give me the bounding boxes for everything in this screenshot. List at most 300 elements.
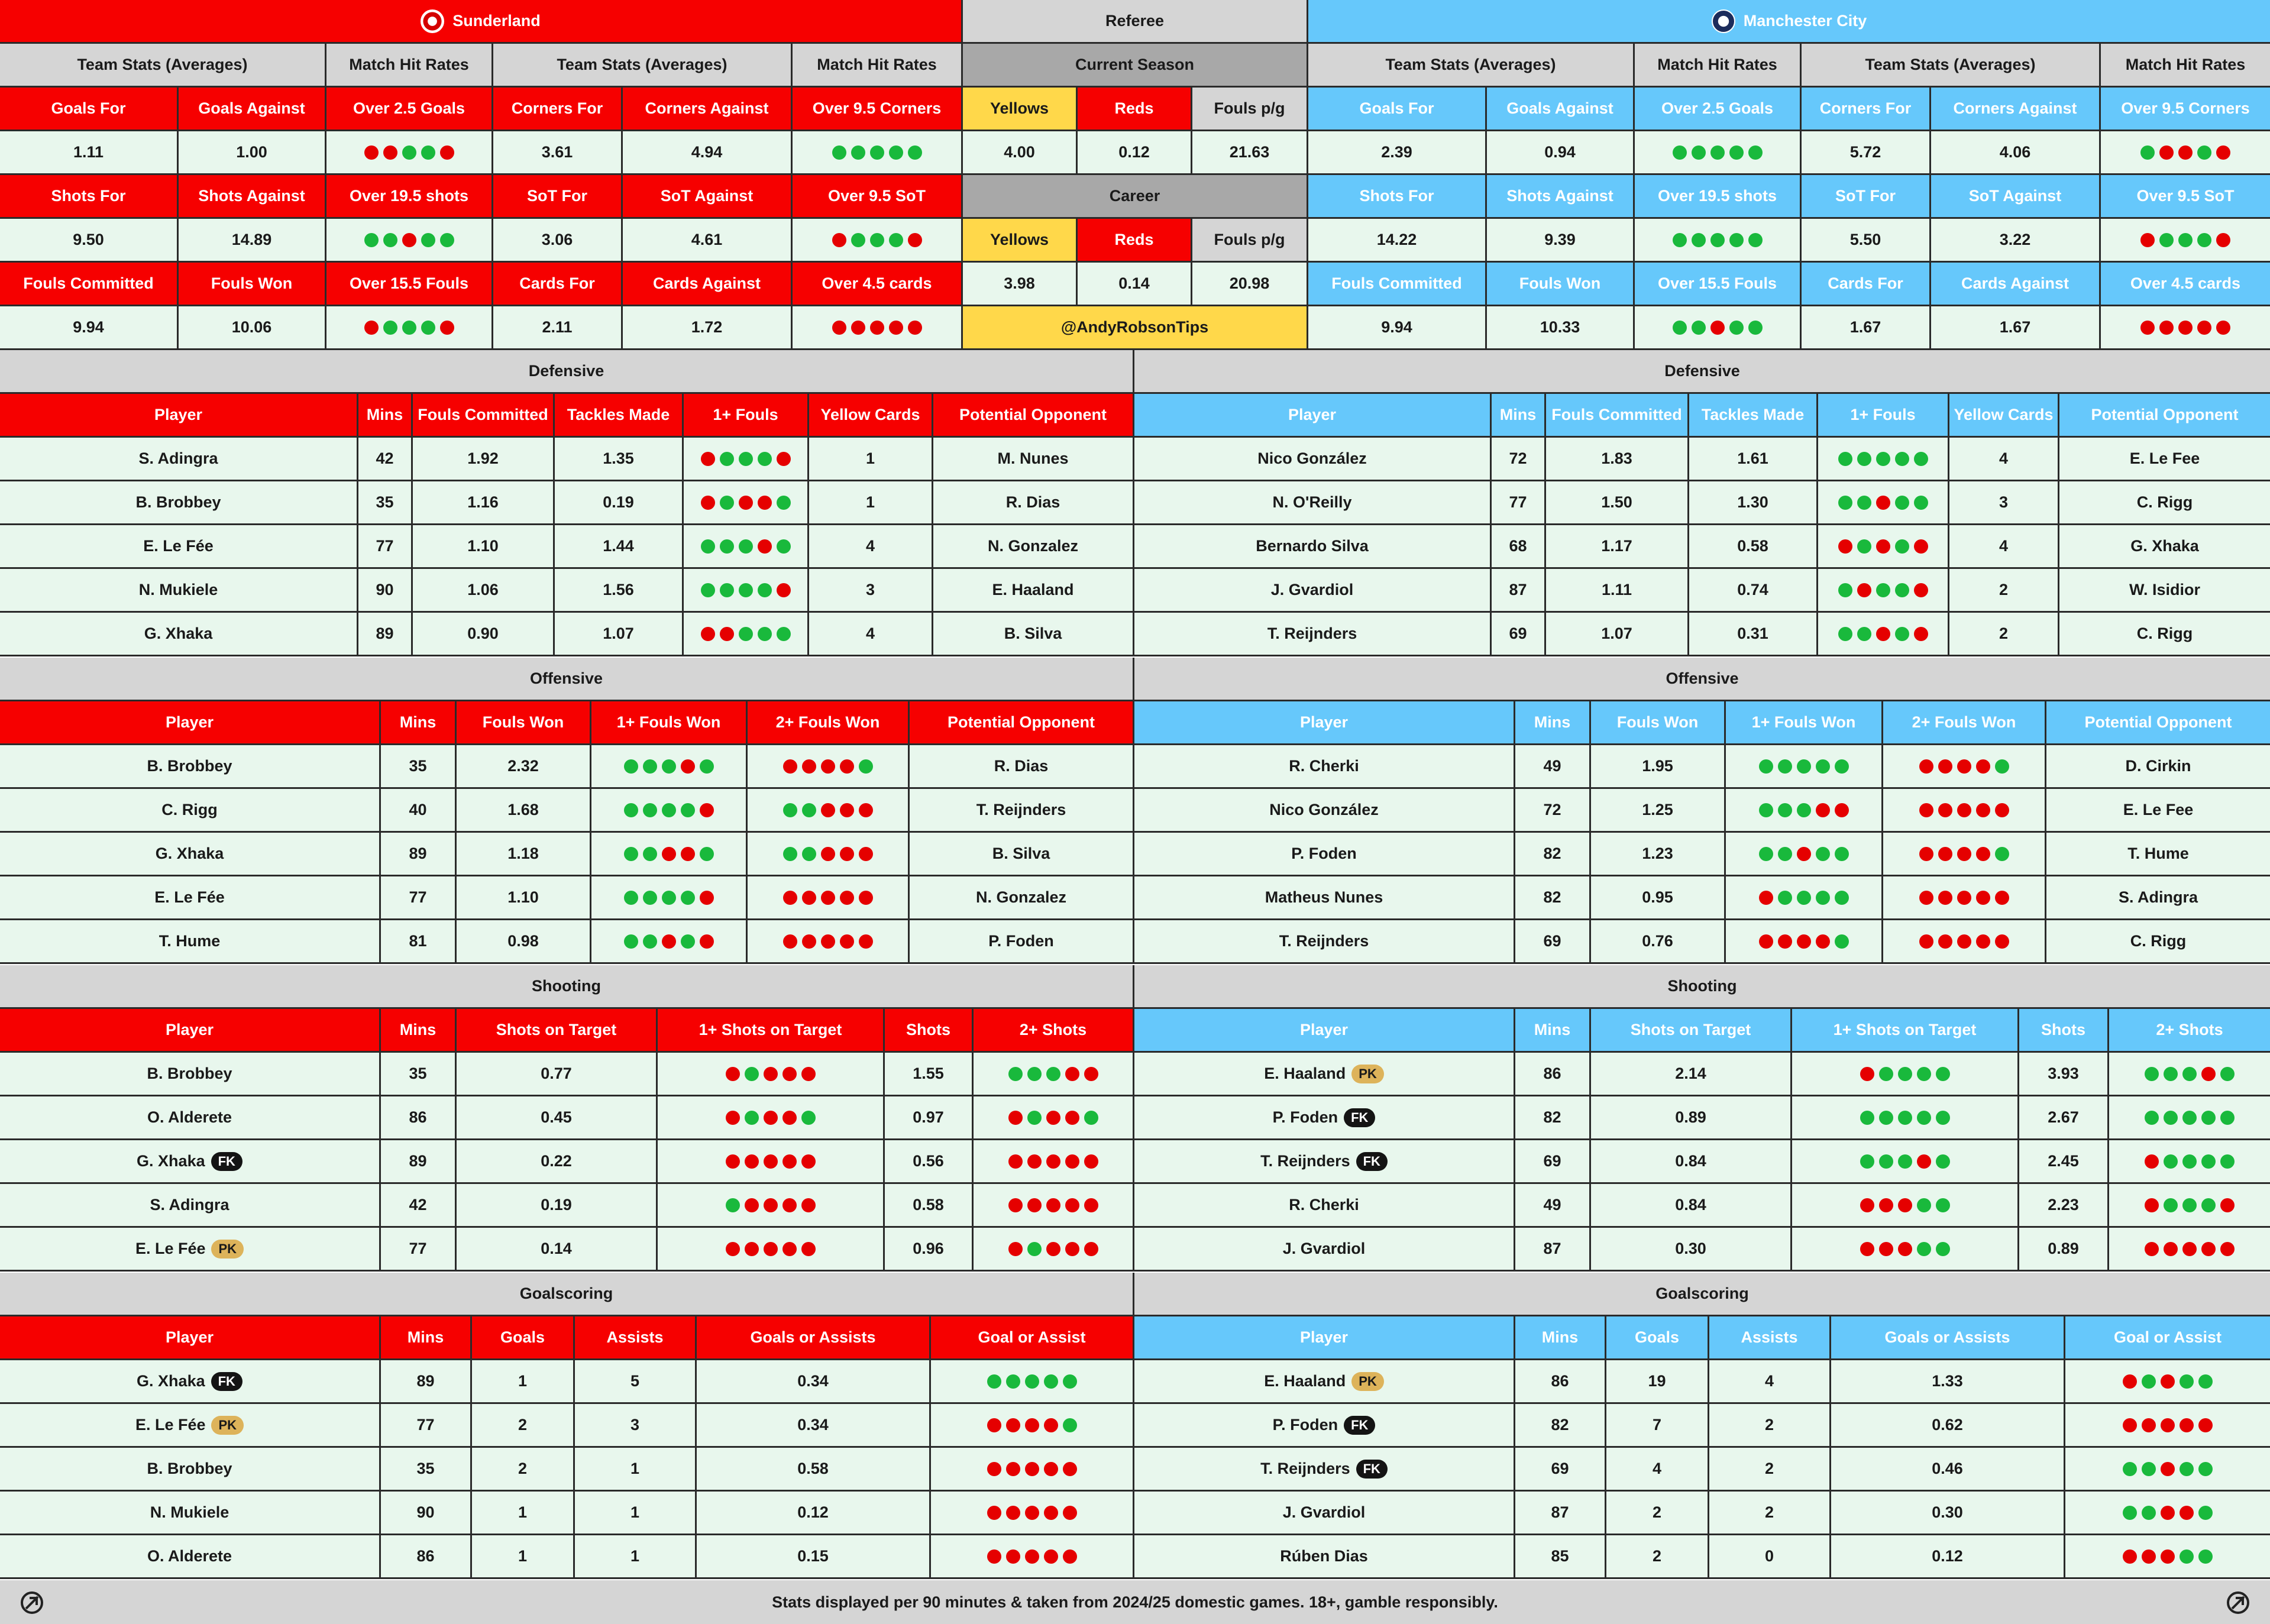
player-stat (1792, 1228, 2019, 1272)
hit-rate-dots (987, 1549, 1077, 1564)
hit-dot-red (1816, 934, 1830, 949)
section-title: Shooting (1134, 965, 2270, 1009)
column-header: Mins (1492, 394, 1546, 438)
hit-dot-green (859, 759, 873, 774)
hit-dot-green (1857, 496, 1871, 510)
player-stat (974, 1184, 1134, 1228)
column-header: Mins (1515, 1316, 1606, 1360)
column-header: Player (0, 394, 358, 438)
player-stat: 1.92 (413, 438, 555, 481)
hit-dot-red (1938, 891, 1952, 905)
team-stats-section-header: Match Hit Rates (2101, 44, 2270, 88)
table-row (0, 525, 2270, 569)
player-name: Nico González (1134, 789, 1515, 833)
hit-dot-red (987, 1418, 1001, 1432)
team-stat-value: 5.50 (1802, 219, 1931, 263)
player-stat (1883, 920, 2046, 964)
player-stat: G. Xhaka (2059, 525, 2270, 569)
hit-dot-green (1860, 1154, 1874, 1169)
player-name-text: B. Brobbey (147, 1460, 232, 1477)
hit-dot-red (2159, 321, 2174, 335)
player-name: R. Cherki (1134, 745, 1515, 789)
hit-dot-green (2198, 1506, 2213, 1520)
team-stat-label: Over 9.5 SoT (2101, 175, 2270, 219)
table-row (0, 1492, 2270, 1535)
table-row (0, 350, 2270, 394)
hit-dot-green (2140, 145, 2155, 160)
hit-dot-red (726, 1111, 740, 1125)
player-stat: 77 (1492, 481, 1546, 525)
table-row (0, 1228, 2270, 1272)
column-header: Assists (1709, 1316, 1831, 1360)
team-stat-label: Over 15.5 Fouls (326, 263, 493, 306)
hit-dot-green (2180, 1549, 2194, 1564)
team-stat-label: Shots Against (179, 175, 326, 219)
team-stat-label: Over 2.5 Goals (326, 88, 493, 131)
player-stat: 0.84 (1591, 1140, 1792, 1184)
hit-dot-red (1044, 1462, 1058, 1476)
hit-dot-red (1914, 539, 1928, 554)
team-stat-value: 1.11 (0, 131, 179, 175)
table-row (0, 1273, 2270, 1316)
hit-dot-green (421, 145, 435, 160)
hit-dot-green (2201, 1198, 2216, 1212)
hit-dot-red (2178, 145, 2193, 160)
player-stat: 81 (381, 920, 457, 964)
hit-dot-red (821, 847, 835, 861)
hit-dot-red (1778, 934, 1792, 949)
player-name (0, 1228, 381, 1272)
player-stat: N. Gonzalez (933, 525, 1134, 569)
hit-dot-green (1895, 627, 1909, 641)
hit-dot-green (801, 1111, 816, 1125)
column-header: Goals (1606, 1316, 1709, 1360)
column-header: 1+ Fouls Won (591, 701, 748, 745)
hit-dot-red (777, 583, 791, 597)
player-stat: 89 (358, 613, 413, 656)
hit-dot-red (745, 1198, 759, 1212)
hit-dot-green (1876, 583, 1890, 597)
hit-rate-dots (1860, 1242, 1950, 1256)
hit-dot-green (889, 145, 903, 160)
player-name: Matheus Nunes (1134, 876, 1515, 920)
team-stat-label: Shots For (1308, 175, 1487, 219)
hit-dot-red (802, 934, 816, 949)
hit-dot-green (1898, 1067, 1912, 1081)
hit-dot-green (1748, 145, 1763, 160)
hit-dot-red (2201, 1067, 2216, 1081)
column-header: Player (0, 1316, 381, 1360)
hit-rate-dots (1759, 847, 1849, 861)
team-stat-value: 0.94 (1487, 131, 1635, 175)
hit-rate-dots (701, 496, 791, 510)
hit-rate-dots (2123, 1506, 2213, 1520)
hit-dot-green (624, 891, 638, 905)
player-stat: D. Cirkin (2046, 745, 2270, 789)
hit-dot-red (832, 233, 846, 247)
column-header: Mins (381, 701, 457, 745)
player-stat: 1 (575, 1492, 697, 1535)
player-stat (684, 481, 809, 525)
column-header: Goal or Assist (2065, 1316, 2270, 1360)
hit-dot-red (2161, 1418, 2175, 1432)
player-stat: 1.55 (885, 1053, 974, 1096)
hit-dot-red (2182, 1242, 2197, 1256)
team-stat-value: 10.33 (1487, 306, 1635, 350)
player-name: T. Hume (0, 920, 381, 964)
hit-dot-green (802, 803, 816, 817)
player-name-text: T. Reijnders (1260, 1460, 1350, 1477)
table-row (0, 44, 2270, 88)
column-header: 1+ Fouls (684, 394, 809, 438)
player-stat (684, 438, 809, 481)
player-stat: 1.23 (1591, 833, 1726, 876)
hit-rate-dots (1838, 496, 1928, 510)
hit-dot-green (1778, 759, 1792, 774)
hit-dot-green (1917, 1111, 1931, 1125)
hit-rate-dots (987, 1506, 1077, 1520)
player-stat: 2 (472, 1404, 575, 1448)
referee-current-value: 0.12 (1078, 131, 1192, 175)
table-row (0, 789, 2270, 833)
hit-dot-green (2142, 1506, 2156, 1520)
player-stat: 35 (358, 481, 413, 525)
player-stat (1818, 525, 1949, 569)
team-stat-label: Fouls Won (1487, 263, 1635, 306)
hit-dot-green (1860, 1111, 1874, 1125)
hit-dot-red (1938, 803, 1952, 817)
hit-dot-red (1898, 1242, 1912, 1256)
hit-rate-dots (1838, 583, 1928, 597)
team-stat-label: Over 9.5 Corners (2101, 88, 2270, 131)
hit-dot-red (1995, 891, 2009, 905)
hit-dot-green (758, 452, 772, 466)
hit-dot-red (908, 233, 922, 247)
hit-dot-red (1919, 934, 1933, 949)
player-name-text: O. Alderete (147, 1547, 232, 1565)
hit-dot-red (782, 1198, 797, 1212)
hit-dot-red (1816, 803, 1830, 817)
table-row (0, 263, 2270, 306)
column-header: Yellow Cards (1949, 394, 2059, 438)
hit-rate-dots (1919, 891, 2009, 905)
hit-dot-red (821, 759, 835, 774)
column-header: 1+ Fouls (1818, 394, 1949, 438)
hit-dot-green (1838, 627, 1852, 641)
hit-rate-dots (726, 1242, 816, 1256)
table-row (0, 1535, 2270, 1579)
player-stat: 1.30 (1689, 481, 1818, 525)
hit-dot-red (739, 496, 753, 510)
player-stat: R. Dias (933, 481, 1134, 525)
player-stat (931, 1535, 1134, 1579)
hit-dot-red (764, 1067, 778, 1081)
player-stat (2065, 1404, 2270, 1448)
player-stat (2109, 1228, 2270, 1272)
hit-dot-red (1044, 1506, 1058, 1520)
column-header: Player (1134, 701, 1515, 745)
player-stat: 2 (472, 1448, 575, 1492)
player-stat (1883, 876, 2046, 920)
hit-rate-dots (624, 891, 714, 905)
player-stat (684, 569, 809, 613)
player-stat: 35 (381, 1053, 457, 1096)
hit-dot-green (440, 233, 454, 247)
hit-dot-red (1063, 1506, 1077, 1520)
hit-dot-red (764, 1242, 778, 1256)
hit-dot-red (821, 891, 835, 905)
hit-dot-red (1957, 803, 1971, 817)
player-stat: 1 (472, 1492, 575, 1535)
hit-dot-red (859, 891, 873, 905)
hit-dot-red (987, 1549, 1001, 1564)
fk-taker-badge: FK (211, 1372, 242, 1391)
referee-header: Referee (963, 0, 1308, 44)
hit-dot-green (2180, 1374, 2194, 1389)
hit-dot-red (802, 759, 816, 774)
player-stat (658, 1053, 885, 1096)
player-name (1134, 1053, 1515, 1096)
hit-dot-red (2140, 321, 2155, 335)
hit-rate-dots (726, 1067, 816, 1081)
table-row (0, 1096, 2270, 1140)
hit-dot-green (2201, 1111, 2216, 1125)
player-stat: 1.61 (1689, 438, 1818, 481)
column-header: Shots on Target (1591, 1009, 1792, 1053)
career-header: Career (963, 175, 1308, 219)
hit-dot-red (764, 1154, 778, 1169)
player-stat: 1.10 (457, 876, 591, 920)
team-stat-label: Cards Against (1931, 263, 2101, 306)
player-stat (974, 1053, 1134, 1096)
column-header: Shots on Target (457, 1009, 658, 1053)
referee-col-2: Fouls p/g (1192, 219, 1308, 263)
referee-col-0: Yellows (963, 88, 1078, 131)
team-stat-label: Corners For (1802, 88, 1931, 131)
player-name: J. Gvardiol (1134, 569, 1492, 613)
hit-dot-green (777, 496, 791, 510)
hit-dot-green (383, 233, 397, 247)
table-row (0, 745, 2270, 789)
hit-dot-green (1063, 1374, 1077, 1389)
away-team-header (1308, 0, 2270, 44)
hit-dot-red (1006, 1506, 1020, 1520)
player-name-text: P. Foden (1272, 1416, 1338, 1434)
hit-dot-green (2142, 1462, 2156, 1476)
hit-dot-red (2178, 321, 2193, 335)
hit-dot-green (2198, 1374, 2213, 1389)
hit-dot-red (1860, 1067, 1874, 1081)
hit-dot-green (1895, 539, 1909, 554)
player-stat: C. Rigg (2059, 613, 2270, 656)
team-stat-value (326, 219, 493, 263)
hit-dot-green (700, 759, 714, 774)
hit-dot-red (1046, 1111, 1060, 1125)
player-stat: 90 (381, 1492, 472, 1535)
player-name-text: T. Reijnders (1260, 1152, 1350, 1170)
hit-dot-green (402, 321, 416, 335)
player-stat: 2 (1709, 1492, 1831, 1535)
hit-rate-dots (624, 759, 714, 774)
table-row (0, 1009, 2270, 1053)
section-title: Defensive (1134, 350, 2270, 394)
team-stat-label: Cards For (493, 263, 623, 306)
hit-dot-green (1936, 1198, 1950, 1212)
hit-dot-green (1838, 452, 1852, 466)
player-stat: 35 (381, 1448, 472, 1492)
player-name (1134, 1404, 1515, 1448)
hit-dot-green (987, 1374, 1001, 1389)
player-stat (591, 745, 748, 789)
player-name: Nico González (1134, 438, 1492, 481)
player-stat (1883, 745, 2046, 789)
hit-dot-red (758, 496, 772, 510)
section-title: Goalscoring (0, 1273, 1134, 1316)
column-header: 1+ Fouls Won (1726, 701, 1883, 745)
hit-dot-green (624, 759, 638, 774)
hit-dot-green (1816, 891, 1830, 905)
hit-rate-dots (832, 321, 922, 335)
hit-dot-green (1729, 321, 1744, 335)
player-name (1134, 1140, 1515, 1184)
hit-dot-green (1748, 233, 1763, 247)
player-stat (748, 789, 910, 833)
hit-dot-green (1729, 145, 1744, 160)
hit-dot-red (1025, 1506, 1039, 1520)
hit-dot-red (1006, 1462, 1020, 1476)
team-stat-label: Cards For (1802, 263, 1931, 306)
column-header: Mins (1515, 701, 1591, 745)
player-stat: 0.74 (1689, 569, 1818, 613)
team-stat-value (2101, 306, 2270, 350)
hit-dot-red (2161, 1374, 2175, 1389)
hit-rate-dots (2123, 1374, 2213, 1389)
hit-dot-green (739, 583, 753, 597)
hit-rate-dots (701, 452, 791, 466)
hit-dot-green (1006, 1374, 1020, 1389)
player-stat (931, 1448, 1134, 1492)
team-stat-label: Corners Against (623, 88, 793, 131)
hit-dot-red (2220, 1198, 2235, 1212)
team-stat-value (793, 131, 963, 175)
player-stat (658, 1228, 885, 1272)
hit-dot-red (1065, 1154, 1079, 1169)
hit-dot-green (1797, 803, 1811, 817)
team-stat-value (326, 306, 493, 350)
table-row (0, 613, 2270, 656)
hit-dot-red (2142, 1549, 2156, 1564)
hit-dot-green (720, 539, 734, 554)
hit-dot-green (1835, 759, 1849, 774)
player-stat: 69 (1515, 920, 1591, 964)
hit-dot-red (1860, 1198, 1874, 1212)
hit-dot-green (1797, 891, 1811, 905)
player-stat: 0.19 (457, 1184, 658, 1228)
hit-dot-red (2180, 1418, 2194, 1432)
hit-dot-red (1084, 1242, 1098, 1256)
player-stat: 77 (381, 1404, 472, 1448)
table-row (0, 306, 2270, 350)
player-stat: 86 (381, 1535, 472, 1579)
team-stat-label: Goals Against (1487, 88, 1635, 131)
hit-dot-red (402, 233, 416, 247)
hit-dot-red (987, 1506, 1001, 1520)
hit-dot-red (1759, 934, 1773, 949)
man-city-crest-icon (1712, 9, 1735, 33)
hit-dot-red (2161, 1506, 2175, 1520)
hit-dot-green (1063, 1418, 1077, 1432)
hit-dot-green (758, 627, 772, 641)
hit-dot-red (859, 934, 873, 949)
player-stat: 87 (1515, 1228, 1591, 1272)
hit-dot-red (1917, 1154, 1931, 1169)
hit-dot-red (1046, 1198, 1060, 1212)
hit-dot-green (2164, 1198, 2178, 1212)
column-header: Potential Opponent (2059, 394, 2270, 438)
hit-rate-dots (726, 1111, 816, 1125)
hit-dot-red (1025, 1462, 1039, 1476)
team-stat-label: Over 19.5 shots (326, 175, 493, 219)
hit-dot-green (364, 233, 379, 247)
hit-dot-green (783, 847, 797, 861)
player-name: T. Reijnders (1134, 613, 1492, 656)
table-row (0, 658, 2270, 701)
hit-dot-green (1895, 452, 1909, 466)
column-header: Player (1134, 1316, 1515, 1360)
hit-dot-green (2201, 1154, 2216, 1169)
hit-rate-dots (1838, 452, 1928, 466)
player-stat (2109, 1184, 2270, 1228)
hit-rate-dots (783, 803, 873, 817)
player-stat: 1.18 (457, 833, 591, 876)
player-stat (1726, 920, 1883, 964)
player-stat: 0.30 (1591, 1228, 1792, 1272)
team-stat-value: 4.61 (623, 219, 793, 263)
hit-dot-red (889, 321, 903, 335)
player-name (0, 1448, 381, 1492)
team-stat-label: Over 4.5 cards (793, 263, 963, 306)
hit-dot-green (643, 803, 657, 817)
hit-rate-dots (1919, 934, 2009, 949)
hit-dot-green (1027, 1111, 1042, 1125)
player-stat: 4 (1606, 1448, 1709, 1492)
hit-dot-red (1084, 1154, 1098, 1169)
hit-dot-red (801, 1067, 816, 1081)
hit-rate-dots (987, 1418, 1077, 1432)
hit-dot-green (2198, 1549, 2213, 1564)
footer-text: Stats displayed per 90 minutes & taken from 2024/25 domestic games. 18+, gamble responsibly. (772, 1593, 1498, 1611)
hit-rate-dots (987, 1374, 1077, 1389)
team-stat-label: Fouls Committed (0, 263, 179, 306)
hit-dot-green (745, 1111, 759, 1125)
column-header: Shots (2019, 1009, 2109, 1053)
hit-dot-red (1876, 496, 1890, 510)
hit-dot-red (1797, 847, 1811, 861)
hit-dot-red (1976, 891, 1990, 905)
hit-rate-dots (832, 233, 922, 247)
hit-dot-green (832, 145, 846, 160)
hit-dot-green (1673, 233, 1687, 247)
player-stat: 0.30 (1831, 1492, 2065, 1535)
team-stat-value: 4.06 (1931, 131, 2101, 175)
table-row (0, 1053, 2270, 1096)
player-stat: 89 (381, 1140, 457, 1184)
player-stat: R. Dias (910, 745, 1134, 789)
player-stat: T. Hume (2046, 833, 2270, 876)
team-stat-label: SoT For (1802, 175, 1931, 219)
hit-dot-red (701, 627, 715, 641)
player-name: B. Brobbey (0, 481, 358, 525)
